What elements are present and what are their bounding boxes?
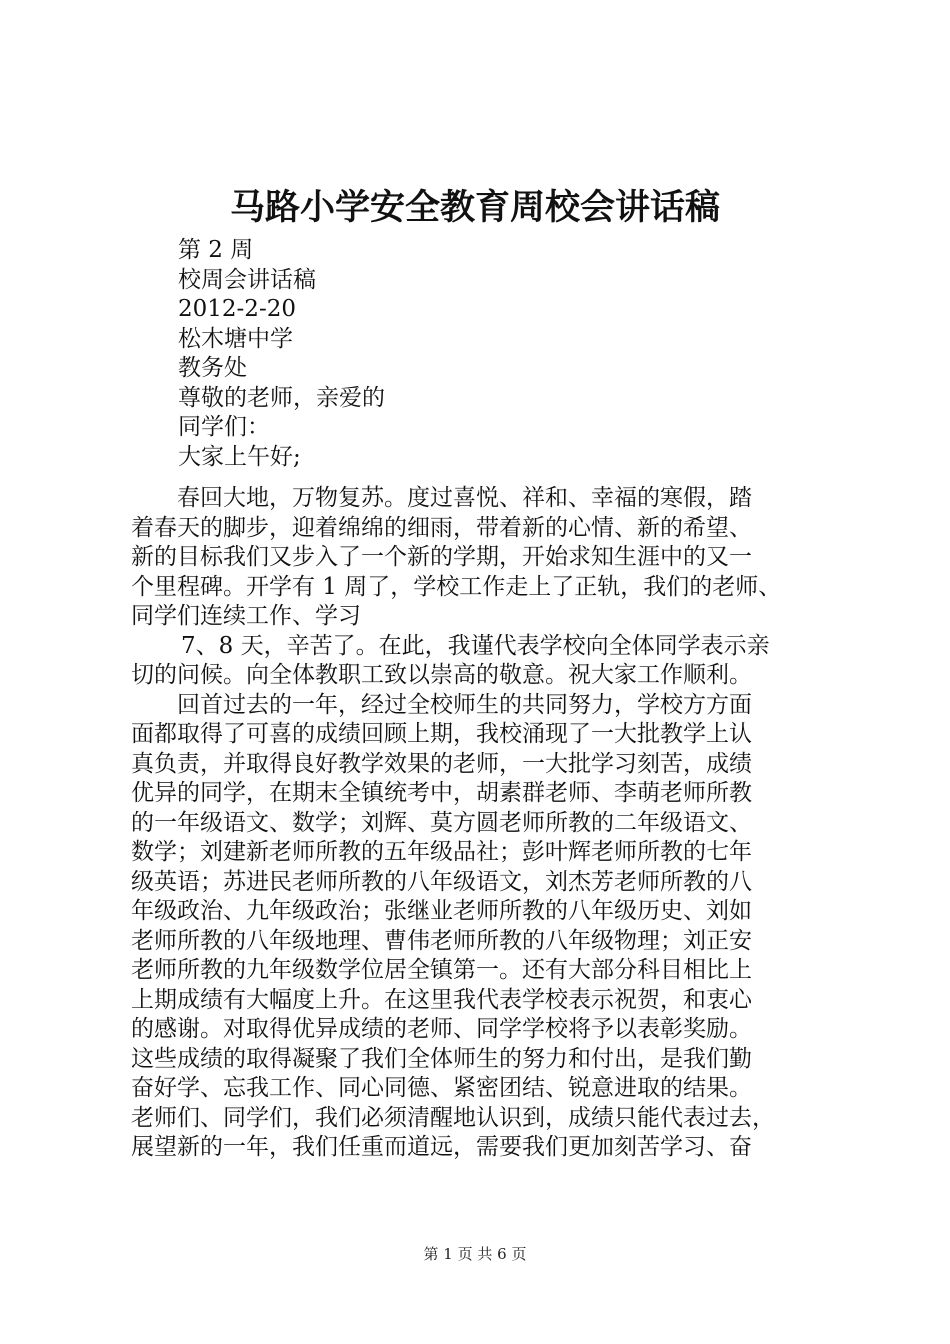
salutation-line-1: 尊敬的老师，亲爱的 — [178, 384, 385, 411]
greeting-line: 大家上午好; — [178, 443, 301, 470]
body-line: 回首过去的一年，经过全校师生的共同努力，学校方方面 — [177, 691, 752, 718]
body-line: 春回大地，万物复苏。度过喜悦、祥和、幸福的寒假，踏 — [177, 485, 752, 511]
body-line: 的一年级语文、数学；刘辉、莫方圆老师所教的二年级语文、 — [131, 809, 752, 836]
body-line: 着春天的脚步，迎着绵绵的细雨，带着新的心情、新的希望、 — [131, 514, 752, 541]
body-line: 年级政治、九年级政治；张继业老师所教的八年级历史、刘如 — [131, 898, 752, 924]
body-line: 同学们连续工作、学习 — [131, 603, 361, 629]
document-title: 马路小学安全教育周校会讲话稿 — [229, 187, 720, 228]
body-line: 老师所教的八年级地理、曹伟老师所教的八年级物理；刘正安 — [131, 927, 752, 954]
header-info-list — [178, 236, 385, 472]
body-line: 这些成绩的取得凝聚了我们全体师生的努力和付出，是我们勤 — [131, 1045, 752, 1072]
body-line: 7、8 天，辛苦了。在此，我谨代表学校向全体同学表示亲 — [181, 632, 770, 659]
body-line: 切的问候。向全体教职工致以崇高的敬意。祝大家工作顺利。 — [131, 662, 752, 688]
body-line: 数学；刘建新老师所教的五年级品社；彭叶辉老师所教的七年 — [131, 839, 752, 865]
department-label: 教务处 — [178, 355, 247, 381]
body-line: 上期成绩有大幅度上升。在这里我代表学校表示祝贺，和衷心 — [131, 986, 752, 1013]
page-footer: 第 1 页 共 6 页 — [423, 1245, 527, 1263]
school-name-label: 松木塘中学 — [178, 325, 293, 352]
speech-body — [131, 484, 831, 1163]
body-line: 奋好学、忘我工作、同心同德、紧密团结、锐意进取的结果。 — [131, 1075, 752, 1101]
body-line: 个里程碑。开学有 1 周了，学校工作走上了正轨，我们的老师、 — [131, 573, 782, 600]
body-line: 老师所教的九年级数学位居全镇第一。还有大部分科目相比上 — [131, 957, 752, 983]
body-line: 级英语；苏进民老师所教的八年级语文，刘杰芳老师所教的八 — [131, 868, 752, 895]
week-label: 第 2 周 — [178, 237, 254, 263]
body-line: 面都取得了可喜的成绩回顾上期，我校涌现了一大批教学上认 — [131, 721, 752, 747]
body-line: 的感谢。对取得优异成绩的老师、同学学校将予以表彰奖励。 — [131, 1016, 752, 1042]
date-label: 2012-2-20 — [178, 296, 296, 322]
speech-type-label: 校周会讲话稿 — [178, 266, 316, 293]
body-line: 新的目标我们又步入了一个新的学期，开始求知生涯中的又一 — [131, 544, 752, 570]
body-line: 老师们、同学们，我们必须清醒地认识到，成绩只能代表过去， — [131, 1104, 775, 1131]
body-line: 真负责，并取得良好教学效果的老师，一大批学习刻苦，成绩 — [131, 750, 752, 777]
salutation-line-2: 同学们： — [178, 414, 270, 440]
body-line: 优异的同学，在期末全镇统考中，胡素群老师、李萌老师所教 — [131, 780, 752, 806]
body-line: 展望新的一年，我们任重而道远，需要我们更加刻苦学习、奋 — [131, 1134, 752, 1160]
